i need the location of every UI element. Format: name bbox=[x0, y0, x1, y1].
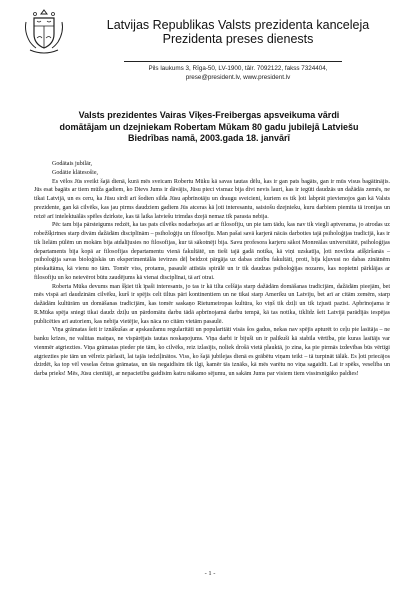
paragraph-4: Viņa grāmatas šeit ir iznākušas ar apskaužamu regularitāti un popularitāti visās šos gadus, nekas nav spējis apturēt to ceļu pie lasītāja – ne banku krīzes, ne valūtas maiņas, ne vispārējais tautas noskaņojums. Viņa darbi ir bijuši un ir palikuši kā stabila vērtība, pie kuras lasītājs var vienmēr atgriezties. Viņa grāmatas pieder pie tām, ko cilvēks, reiz izlasījis, noliek drošā vietā plauktā, jo zina, ka pie pirmās izdevības būs vērtīgi atgriezties pie tām un vēlreiz pārlasīt, lai tajās iedziļinātos. Viss, ko šajā jubilejas dienā es grābētu viņam teikt – tā turpināt tālāk. Es ļoti priecājos dzirdēt, ka top vēl veselas četras grāmatas, un tās negaidīsim tik ilgi, kamēr tās iznāks, kā mēs varētu no viņa sagaidīt. Lai ir spēks, veselība un darba prieks! Mēs, Jūsu cienītāji, ar nepacietību gaidīsim katru nākamo sējumu, un sakām Jums par visiem tiem vissirsnīgāko paldies! bbox=[34, 327, 390, 377]
document-heading bbox=[34, 110, 384, 145]
heading-line1: Valsts prezidentes Vairas Vīķes-Freibergas apsveikuma vārdi bbox=[78, 110, 340, 120]
document-body bbox=[34, 160, 390, 379]
letterhead-title-line2: Prezidenta preses dienests bbox=[162, 32, 314, 46]
coat-of-arms-icon bbox=[22, 8, 66, 56]
paragraph-2: Pēc tam bija pārsteigums redzēt, ka tas pats cilvēks nodarbojas arī ar filosofiju, un pie tam tādu, kas nav tik viegli aptverama, jo atrodas uz robežšķirtnes starp divām dažādām disciplīnām – psiholoģiju un filosofiju. Man pašai savā karjerā nācās darboties tajā psiholoģijas tradīcijā, kas ir tik lielām pūlēm un mokām bija atdalījusies no filosofijas, kur tā sākotnēji bija. Savu profesora karjeru sākot Monreālas universitātē, psiholoģijas departaments bija kopā ar filosofijas departamentu vienā fakultātē, un tieši tajā gadā notika, kā viņi uzskatīja, ļoti novilota atšķiršanās – psiholoģija savas bioloģiskās un eksperimentālās ievirzes dēļ beidzot pārgāja uz dabas zinību fakultāti, proti, bija kļuvusi no dabas zinātnēm pieskaitāma, kā vienu no tām. Tomēr viss, protams, pasaulē attīstās spirālē un ir tik daudzas psiholoģijas nozares, kas nopietni pārklājas ar filosofiju un ko neievērot būtu zaudējums kā vienai disciplīnai, tā arī otrai. bbox=[34, 222, 390, 281]
paragraph-1: Es vēlos Jūs sveikt šajā dienā, kurā mēs sveicam Robertu Mūku kā savas tautas dēlu, kas ir gan pats bagāts, gan ir mūs visus bagātinājis. Jūs esat bagāts ar tiem mūža gadiem, ko Dievs Jums ir dāvājis, Jūsu pieci vismaz bija divi nevis lauri, kas ir iegūti daudzās un dažādās zemēs, ne tikai Latvijā, un es ceru, ka Jūsu sirdī arī šodien silda Jūsu apbrīnotāju un draugu sveicieni, kuriem es tik ļoti labprāt pievienojos gan kā Valsts prezidente, gan kā cilvēks, kas jau pirms daudziem gadiem Jūs atceras kā ļoti interesantu, saistošu dzejnieku, kuru darbiem piemita tā ironijas un reizē arī intelektuālās spēles dzirkste, kas tā laika latviešu trimdas dzejā nemaz tik parasta nebija. bbox=[34, 178, 390, 220]
heading-line3: Biedrības namā, 2003.gada 18. janvārī bbox=[127, 133, 291, 143]
heading-line2: domātājam un dzejniekam Robertam Mūkam 80 gadu jubilejā Latviešu bbox=[59, 121, 359, 132]
letterhead-title bbox=[92, 18, 412, 46]
letterhead-contact bbox=[108, 64, 368, 82]
salutation-2: Godātie klātesošie, bbox=[52, 169, 99, 176]
salutation-1: Godātais jubilār, bbox=[52, 161, 93, 167]
letterhead-contact-email: prese@president.lv, www.president.lv bbox=[185, 74, 291, 81]
letterhead-contact-address: Pils laukums 3, Rīga-50, LV-1900, tālr. 7092122, fakss 7324404, bbox=[148, 65, 328, 72]
paragraph-3: Roberta Mūka devums man šķiet tik īpaši interesants, jo tas ir kā tilta celšāja starp dažādām domāšanas tradīcijām, dažādām pieejām, bet mēs vispā arī daudzinām cilvēku, kurš ir spējis celt tiltus pāri kontinentiem un ne tikai starp Ameriku un Latviju, bet arī ar citām zemēm, starp dažādām kultūrām un domāšanas tradīcijām, kas tomēr saskaņo Rietumeiropas kultūra, ko viņš tik dziļi un tik izjusti pazīst. Apbrīnojama ir R.Mūka spēja sniegt tikai daudz dziļu un pārdomātu darbu tādā apbrīnojamā darbu tempā, kā tas notika, tiklīdz šeit Latvijā parādījās iespējas publicēties arī autoriem, kas nebija vietējie, kas nāca no citām vietām pasaulē. bbox=[34, 283, 390, 325]
page-number: - 1 - bbox=[204, 570, 216, 577]
letterhead-title-line1: Latvijas Republikas Valsts prezidenta kanceleja bbox=[106, 18, 370, 32]
letterhead-divider bbox=[124, 61, 342, 62]
